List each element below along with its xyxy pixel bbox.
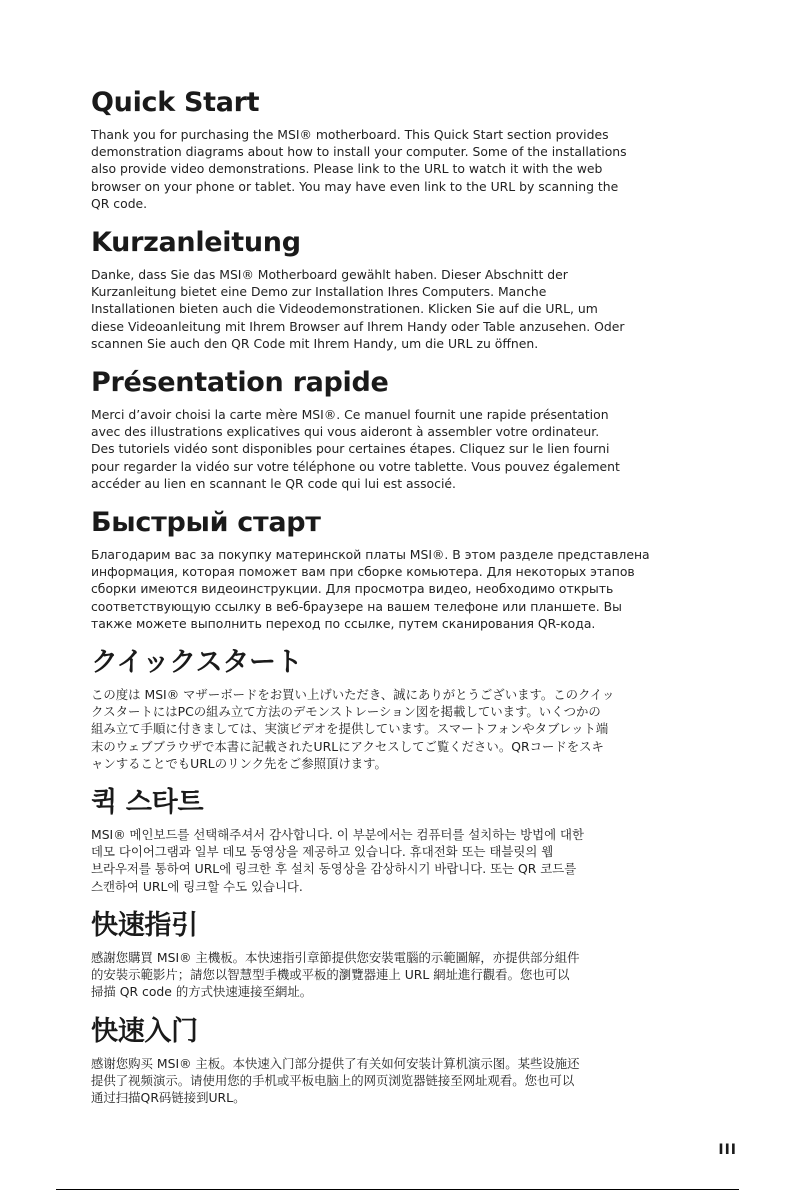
body-korean: MSI® 메인보드를 선택해주셔서 감사합니다. 이 부분에서는 컴퓨터를 설치하는 방법에 대한 데모 다이어그램과 일부 데모 동영상을 제공하고 있습니다. 휴대전화 또는 태블릿의 웹 브라우저를 통하여 URL에 링크한 후 설치 동영상을 감상하시기 바랍니다. 또는 QR 코드를 스캔하여 URL에 링크할 수도 있습니다. bbox=[91, 827, 584, 894]
heading-german: Kurzanleitung bbox=[91, 227, 301, 259]
section-traditional-chinese bbox=[91, 909, 705, 1001]
heading-english: Quick Start bbox=[91, 87, 260, 118]
quick-start-page bbox=[91, 86, 705, 1106]
section-french bbox=[91, 366, 705, 492]
body-simplified-chinese: 感谢您购买 MSI® 主板。本快速入门部分提供了有关如何安装计算机演示图。某些设施还 提供了视频演示。请使用您的手机或平板电脑上的网页浏览器链接至网址观看。您也可以 通过扫描QR码链接到URL。 bbox=[91, 1055, 580, 1105]
heading-korean: 퀵 스타트 bbox=[91, 787, 204, 819]
heading-russian: Быстрый старт bbox=[91, 507, 321, 539]
section-japanese bbox=[91, 646, 705, 772]
section-german bbox=[91, 226, 705, 352]
body-english: Thank you for purchasing the MSI® motherboard. This Quick Start section provides demonstration diagrams about how to install your computer. Some of the installations also provide video demonstrations. Please link to the URL to watch it with the web browser on your phone or tablet. You may have even link to the URL by scanning the QR code. bbox=[91, 127, 627, 211]
heading-simplified-chinese: 快速入门 bbox=[91, 1015, 198, 1047]
page-number: III bbox=[718, 1142, 737, 1158]
body-german: Danke, dass Sie das MSI® Motherboard gewählt haben. Dieser Abschnitt der Kurzanleitung bietet eine Demo zur Installation Ihres Computers. Manche Installationen bieten auch die Videodemonstrationen. Klicken Sie auf die URL, um diese Videoanleitung mit Ihrem Browser auf Ihrem Handy oder Table anzusehen. Oder scannen Sie auch den QR Code mit Ihrem Handy, um die URL zu öffnen. bbox=[91, 267, 625, 351]
section-english bbox=[91, 86, 705, 212]
footer-rule bbox=[56, 1189, 739, 1190]
body-french: Merci d’avoir choisi la carte mère MSI®. Ce manuel fournit une rapide présentation avec des illustrations explicatives qui vous aideront à assembler votre ordinateur. Des tutoriels vidéo sont disponibles pour certaines étapes. Cliquez sur le lien fourni pour regarder la vidéo sur votre téléphone ou votre tablette. Vous pouvez également accéder au lien en scannant le QR code qui lui est associé. bbox=[91, 407, 620, 491]
heading-japanese: クイックスタート bbox=[91, 647, 303, 679]
section-russian bbox=[91, 506, 705, 632]
body-russian: Благодарим вас за покупку материнской платы MSI®. В этом разделе представлена информация, которая поможет вам при сборке комьютера. Для некоторых этапов сборки имеются видеоинструкции. Для просмотра видео, необходимо открыть соответствующую ссылку в веб-браузере на вашем телефоне или планшете. Вы также можете выполнить переход по ссылке, путем сканирования QR-кода. bbox=[91, 547, 650, 631]
body-traditional-chinese: 感謝您購買 MSI® 主機板。本快速指引章節提供您安裝電腦的示範圖解，亦提供部分組件 的安裝示範影片；請您以智慧型手機或平板的瀏覽器連上 URL 網址進行觀看。您也可以 掃描 QR code 的方式快速連接至網址。 bbox=[91, 949, 580, 1000]
heading-french: Présentation rapide bbox=[91, 367, 389, 399]
body-japanese: この度は MSI® マザーボードをお買い上げいただき、誠にありがとうございます。このクイッ クスタートにはPCの組み立て方法のデモンストレーション図を掲載しています。いくつかの 組み立て手順に付きましては、実演ビデオを提供しています。スマートフォンやタブレット端 末のウェブブラウザで本書に記載されたURLにアクセスしてご覧ください。QRコードをスキ ャンすることでもURLのリンク先をご参照頂けます。 bbox=[91, 687, 615, 771]
heading-traditional-chinese: 快速指引 bbox=[91, 909, 198, 941]
section-simplified-chinese bbox=[91, 1015, 705, 1107]
section-korean bbox=[91, 786, 705, 895]
